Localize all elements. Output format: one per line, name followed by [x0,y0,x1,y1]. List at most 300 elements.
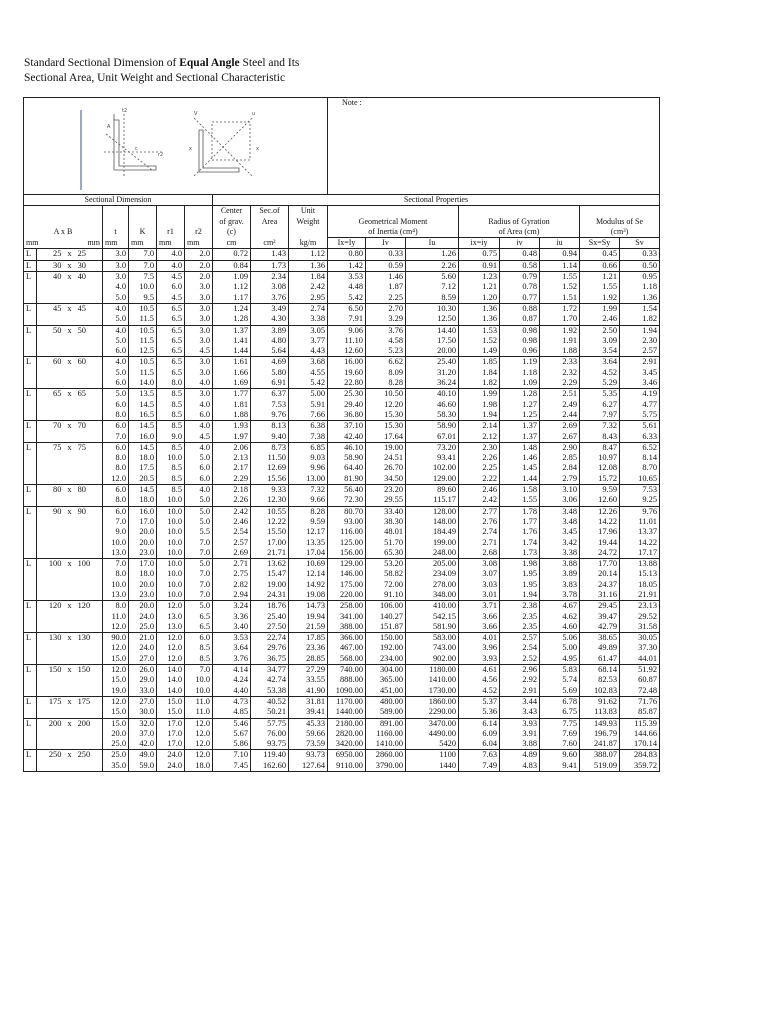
table-cell: 1410.00 [406,675,459,685]
table-cell: 29.52 [620,612,660,622]
group-dimension-header: Sectional Dimension [24,195,213,206]
table-cell: 6.0 [103,485,129,496]
table-cell: 3.08 [251,282,289,292]
table-row [24,612,660,622]
table-cell: 30.05 [620,633,660,644]
table-cell: 1.44 [213,346,251,357]
size-sep: x [67,601,72,611]
table-cell: 1160.00 [366,729,406,739]
table-cell: 0.77 [500,293,540,304]
table-cell: 1.81 [213,400,251,410]
table-cell: 42.79 [580,622,620,633]
table-cell: 248.00 [406,548,459,559]
table-cell: 3.03 [459,580,500,590]
table-cell: 20.5 [129,474,157,485]
table-cell: 10.0 [103,538,129,548]
table-cell: 3.89 [540,569,580,579]
table-cell: 7.0 [185,665,213,676]
size-a: 30 [53,260,62,270]
table-cell: 2.92 [500,675,540,685]
table-cell: 40.10 [406,389,459,400]
sec-area-header-1: Sec.of [251,206,289,217]
table-cell: 115.17 [406,495,459,506]
table-cell: 6.0 [103,506,129,517]
size-b: 90 [77,506,86,516]
table-cell: 9.76 [620,506,660,517]
table-cell: 14.22 [580,517,620,527]
table-cell: 2.82 [213,580,251,590]
table-cell: 29.45 [580,601,620,612]
table-cell: 13.0 [103,548,129,559]
table-cell: 0.98 [500,325,540,336]
table-cell: 12.0 [185,750,213,761]
table-cell: 7.45 [213,761,251,772]
table-row [24,282,660,292]
table-cell: 8.0 [103,495,129,506]
group-properties-header: Sectional Properties [213,195,660,206]
center-grav-header-3: (c) [213,227,251,238]
table-cell: 3.08 [459,559,500,570]
table-cell: 1.09 [500,378,540,389]
table-cell: 4.0 [157,260,185,271]
table-cell: 12.60 [328,346,366,357]
table-cell: 4.83 [500,761,540,772]
table-cell: 8.5 [157,410,185,421]
table-row [24,665,660,676]
unit-c: cm [213,238,251,249]
table-cell: 6.0 [103,400,129,410]
table-cell: 13.5 [129,389,157,400]
table-cell: 6.50 [328,303,366,314]
table-cell: 3420.00 [328,739,366,750]
table-cell: 4.77 [620,400,660,410]
svg-text:A: A [107,124,111,130]
table-cell: 90.0 [103,633,129,644]
table-cell: 1.42 [328,260,366,271]
table-cell: 58.82 [366,569,406,579]
table-cell: 1440 [406,761,459,772]
table-cell: 1.98 [459,400,500,410]
table-cell: 1.82 [459,378,500,389]
table-cell: 9.33 [251,485,289,496]
table-cell: 19.00 [251,580,289,590]
table-cell: 5.5 [185,527,213,537]
table-cell: 3.46 [620,378,660,389]
table-cell: 7.0 [185,590,213,601]
table-cell: 24.0 [157,750,185,761]
table-cell: 4.52 [580,368,620,378]
table-cell: 3.78 [540,590,580,601]
table-cell: 7.38 [289,432,328,443]
table-cell: 12.0 [103,643,129,653]
table-cell: 39.47 [580,612,620,622]
table-cell: 72.48 [620,686,660,697]
table-cell: 25.30 [328,389,366,400]
table-cell: 27.50 [251,622,289,633]
table-cell: 8.0 [157,378,185,389]
table-cell: 1.37 [500,421,540,432]
unit-sx: Sx=Sy [580,238,620,249]
table-cell: 3.76 [213,654,251,665]
table-cell: 7.53 [251,400,289,410]
table-cell: 91.62 [580,696,620,707]
table-cell: 23.20 [366,485,406,496]
table-cell: 15.50 [251,527,289,537]
table-cell: 15.0 [103,654,129,665]
table-cell: 93.00 [328,517,366,527]
table-cell: 23.36 [289,643,328,653]
table-cell: 1.36 [620,293,660,304]
table-cell: 2.96 [500,665,540,676]
table-cell: 2.76 [459,517,500,527]
table-cell: 1.25 [500,410,540,421]
table-row [24,696,660,707]
table-cell: 4.62 [540,612,580,622]
table-cell: 14.0 [157,665,185,676]
table-cell: 12.0 [103,665,129,676]
table-cell: 59.0 [129,761,157,772]
table-cell: 6.52 [620,442,660,453]
table-cell: 17.96 [580,527,620,537]
table-cell: 8.0 [103,453,129,463]
modulus-header-2: (cm³) [580,227,660,238]
table-cell: 8.5 [157,485,185,496]
table-row [24,707,660,718]
size-b: 100 [77,559,91,569]
table-cell: 2.79 [540,474,580,485]
table-cell: 8.47 [580,442,620,453]
table-cell: 1.44 [500,474,540,485]
table-cell: 3.91 [500,729,540,739]
table-cell: 1.41 [213,336,251,346]
table-cell: 26.0 [129,665,157,676]
table-cell: 33.0 [129,686,157,697]
table-cell: 14.0 [157,686,185,697]
title-pre: Standard Sectional Dimension of [24,57,180,69]
table-cell: 1.36 [289,260,328,271]
table-row [24,590,660,601]
table-cell: 31.16 [580,590,620,601]
table-cell: 46.60 [406,400,459,410]
size-sep: x [67,272,72,282]
table-cell: 1.18 [620,282,660,292]
table-cell: 5.61 [620,421,660,432]
table-cell: 10.5 [129,303,157,314]
size-a: 65 [53,389,62,399]
table-cell: 26.70 [366,463,406,473]
table-cell: 36.75 [251,654,289,665]
table-row [24,761,660,772]
table-cell: 6.5 [157,336,185,346]
table-cell: 4.85 [213,707,251,718]
table-cell: 3.54 [580,346,620,357]
table-cell: 8.0 [103,463,129,473]
table-cell: 1.20 [459,293,500,304]
table-cell: 4.5 [157,272,185,283]
table-cell: 583.00 [406,633,459,644]
size-a: 75 [53,442,62,452]
table-cell: 37.0 [129,729,157,739]
size-sep: x [67,750,72,760]
table-cell: 359.72 [620,761,660,772]
r2-header: r2 [185,227,213,238]
table-row [24,474,660,485]
row-prefix: L [24,559,37,570]
table-cell: 25.0 [129,622,157,633]
table-cell: 27.0 [129,654,157,665]
table-cell: 6.0 [185,633,213,644]
table-cell: 6.0 [103,378,129,389]
table-cell: 24.0 [129,612,157,622]
table-cell: 1.82 [620,314,660,325]
size-sep: x [67,389,72,399]
table-cell: 18.0 [129,569,157,579]
table-cell: 20.0 [129,580,157,590]
size-b: 150 [77,665,91,675]
table-row [24,260,660,271]
table-cell: 17.0 [157,739,185,750]
table-cell: 3.43 [500,707,540,718]
table-cell: 19.08 [289,590,328,601]
table-cell: 6.5 [157,314,185,325]
size-b: 75 [77,442,86,452]
table-cell: 113.83 [580,707,620,718]
table-cell: 4.0 [103,282,129,292]
table-cell: 146.00 [328,569,366,579]
table-cell: 12.30 [251,495,289,506]
table-cell: 3.38 [289,314,328,325]
table-cell: 1.37 [500,432,540,443]
table-cell: 1.27 [500,400,540,410]
table-cell: 151.87 [366,622,406,633]
table-cell: 3.0 [185,336,213,346]
table-cell: 348.00 [406,590,459,601]
table-cell: 740.00 [328,665,366,676]
table-cell: 1.14 [540,260,580,271]
table-cell: 10.0 [157,517,185,527]
row-prefix: L [24,718,37,729]
table-cell: 60.87 [620,675,660,685]
table-cell: 31.20 [406,368,459,378]
table-cell: 144.66 [620,729,660,739]
table-cell: 13.0 [157,612,185,622]
table-cell: 129.00 [328,559,366,570]
table-cell: 1.28 [213,314,251,325]
table-cell: 6.0 [185,474,213,485]
table-cell: 12.0 [157,633,185,644]
table-cell: 3.48 [540,517,580,527]
table-cell: 4.14 [213,665,251,676]
table-cell: 7.53 [620,485,660,496]
table-cell: 3.0 [185,314,213,325]
table-cell: 2.54 [500,643,540,653]
table-cell: 24.37 [580,580,620,590]
table-row [24,432,660,443]
table-cell: 1.49 [459,346,500,357]
table-cell: 1.54 [620,303,660,314]
table-cell: 3.88 [500,739,540,750]
table-cell: 10.30 [406,303,459,314]
table-cell: 34.77 [251,665,289,676]
center-grav-header-1: Center [213,206,251,217]
table-cell: 234.00 [366,654,406,665]
table-cell: 10.55 [251,506,289,517]
table-cell: 5.0 [185,506,213,517]
table-cell: 4.30 [251,314,289,325]
svg-text:x: x [256,146,259,152]
table-cell: 19.44 [580,538,620,548]
table-cell: 7.0 [103,432,129,443]
table-cell: 0.87 [500,314,540,325]
table-cell: 51.92 [620,665,660,676]
table-cell: 67.01 [406,432,459,443]
table-row [24,303,660,314]
table-cell: 53.20 [366,559,406,570]
table-cell: 2.17 [213,463,251,473]
table-cell: 1.98 [500,559,540,570]
table-cell: 8.0 [103,569,129,579]
table-cell: 24.0 [157,761,185,772]
table-row [24,527,660,537]
table-cell: 1100 [406,750,459,761]
table-cell: 8.5 [157,474,185,485]
table-cell: 12.17 [289,527,328,537]
table-cell: 8.13 [251,421,289,432]
table-row [24,548,660,559]
table-cell: 14.5 [129,400,157,410]
table-cell: 5.0 [103,389,129,400]
table-cell: 5.83 [540,665,580,676]
size-a: 40 [53,272,62,282]
table-cell: 4.95 [540,654,580,665]
table-cell: 2.75 [213,569,251,579]
table-cell: 451.00 [366,686,406,697]
size-a: 250 [48,750,62,760]
table-cell: 6.62 [366,357,406,368]
table-cell: 11.5 [129,368,157,378]
table-cell: 7.0 [129,260,157,271]
table-cell: 7.0 [185,580,213,590]
table-cell: 12.0 [103,622,129,633]
table-cell: 14.73 [289,601,328,612]
table-row [24,421,660,432]
table-cell: 2.38 [500,601,540,612]
table-cell: 12.22 [251,517,289,527]
table-cell: 5.35 [580,389,620,400]
table-row [24,718,660,729]
table-cell: 22.74 [251,633,289,644]
size-b: 50 [77,325,86,335]
table-cell: 170.14 [620,739,660,750]
size-sep: x [67,506,72,516]
unit-iu: Iu [406,238,459,249]
table-cell: 0.91 [459,260,500,271]
table-cell: 1.94 [500,590,540,601]
table-cell: 2.46 [213,517,251,527]
table-cell: 10.0 [157,569,185,579]
table-cell: 4.60 [540,622,580,633]
table-cell: 6.5 [157,346,185,357]
table-cell: 125.00 [328,538,366,548]
table-cell: 10.0 [157,559,185,570]
table-cell: 581.90 [406,622,459,633]
table-cell: 1860.00 [406,696,459,707]
size-b: 65 [77,389,86,399]
table-cell: 13.88 [620,559,660,570]
table-row [24,368,660,378]
table-cell: 10.97 [580,453,620,463]
radius-header-2: of Area (cm) [459,227,580,238]
table-cell: 29.76 [251,643,289,653]
table-cell: 480.00 [366,696,406,707]
table-cell: 2.71 [459,538,500,548]
unit-sv: Sv [620,238,660,249]
table-cell: 12.26 [580,506,620,517]
table-cell: 5.29 [580,378,620,389]
size-b: 120 [77,601,91,611]
table-cell: 5.0 [103,314,129,325]
table-cell: 20.0 [129,527,157,537]
table-cell: 2.42 [213,506,251,517]
table-cell: 4.0 [185,421,213,432]
table-cell: 41.90 [289,686,328,697]
table-row [24,750,660,761]
table-cell: 9.06 [328,325,366,336]
table-cell: 4.55 [289,368,328,378]
table-cell: 1.84 [459,368,500,378]
table-cell: 76.00 [251,729,289,739]
table-cell: 24.51 [366,453,406,463]
table-cell: 2.06 [213,442,251,453]
table-cell: 12.0 [185,718,213,729]
table-cell: 0.79 [500,272,540,283]
table-cell: 8.73 [251,442,289,453]
table-cell: 8.5 [157,442,185,453]
table-cell: 3.0 [103,272,129,283]
table-cell: 3.0 [185,325,213,336]
table-cell: 1.45 [500,463,540,473]
table-cell: 12.50 [406,314,459,325]
table-cell: 18.0 [129,495,157,506]
table-cell: 36.24 [406,378,459,389]
table-cell: 2.51 [540,389,580,400]
size-sep: x [67,665,72,675]
table-cell: 10.0 [157,495,185,506]
size-a: 150 [48,665,62,675]
table-cell: 1.69 [213,378,251,389]
table-cell: 1.74 [500,538,540,548]
table-row [24,580,660,590]
table-cell: 148.00 [406,517,459,527]
table-cell: 10.5 [129,325,157,336]
table-cell: 3.07 [459,569,500,579]
table-cell: 115.39 [620,718,660,729]
table-cell: 1.92 [580,293,620,304]
table-cell: 15.0 [103,718,129,729]
table-cell: 20.0 [103,729,129,739]
size-b: 130 [77,633,91,643]
table-cell: 2.22 [459,474,500,485]
table-cell: 2.91 [620,357,660,368]
size-sep: x [67,696,72,706]
table-cell: 9110.00 [328,761,366,772]
table-cell: 1.36 [459,314,500,325]
table-cell: 1.92 [540,325,580,336]
table-cell: 0.33 [620,249,660,260]
table-cell: 2.34 [251,272,289,283]
table-cell: 9.0 [157,432,185,443]
table-cell: 5.64 [251,346,289,357]
